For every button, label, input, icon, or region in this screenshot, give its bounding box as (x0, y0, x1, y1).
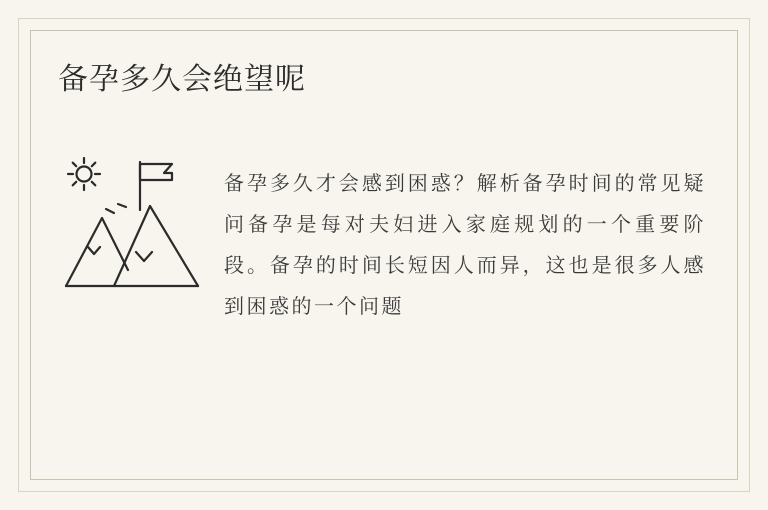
mountain-sun-flag-illustration (58, 154, 210, 304)
page-title: 备孕多久会绝望呢 (58, 63, 306, 96)
mountain-sun-flag-icon (58, 144, 210, 304)
article-paragraph: 备孕多久才会感到困惑？解析备孕时间的常见疑问备孕是每对夫妇进入家庭规划的一个重要阶段。备孕的时间长短因人而异，这也是很多人感到困惑的一个问题 (224, 173, 706, 318)
article-body (58, 144, 710, 348)
article-content (58, 56, 710, 454)
